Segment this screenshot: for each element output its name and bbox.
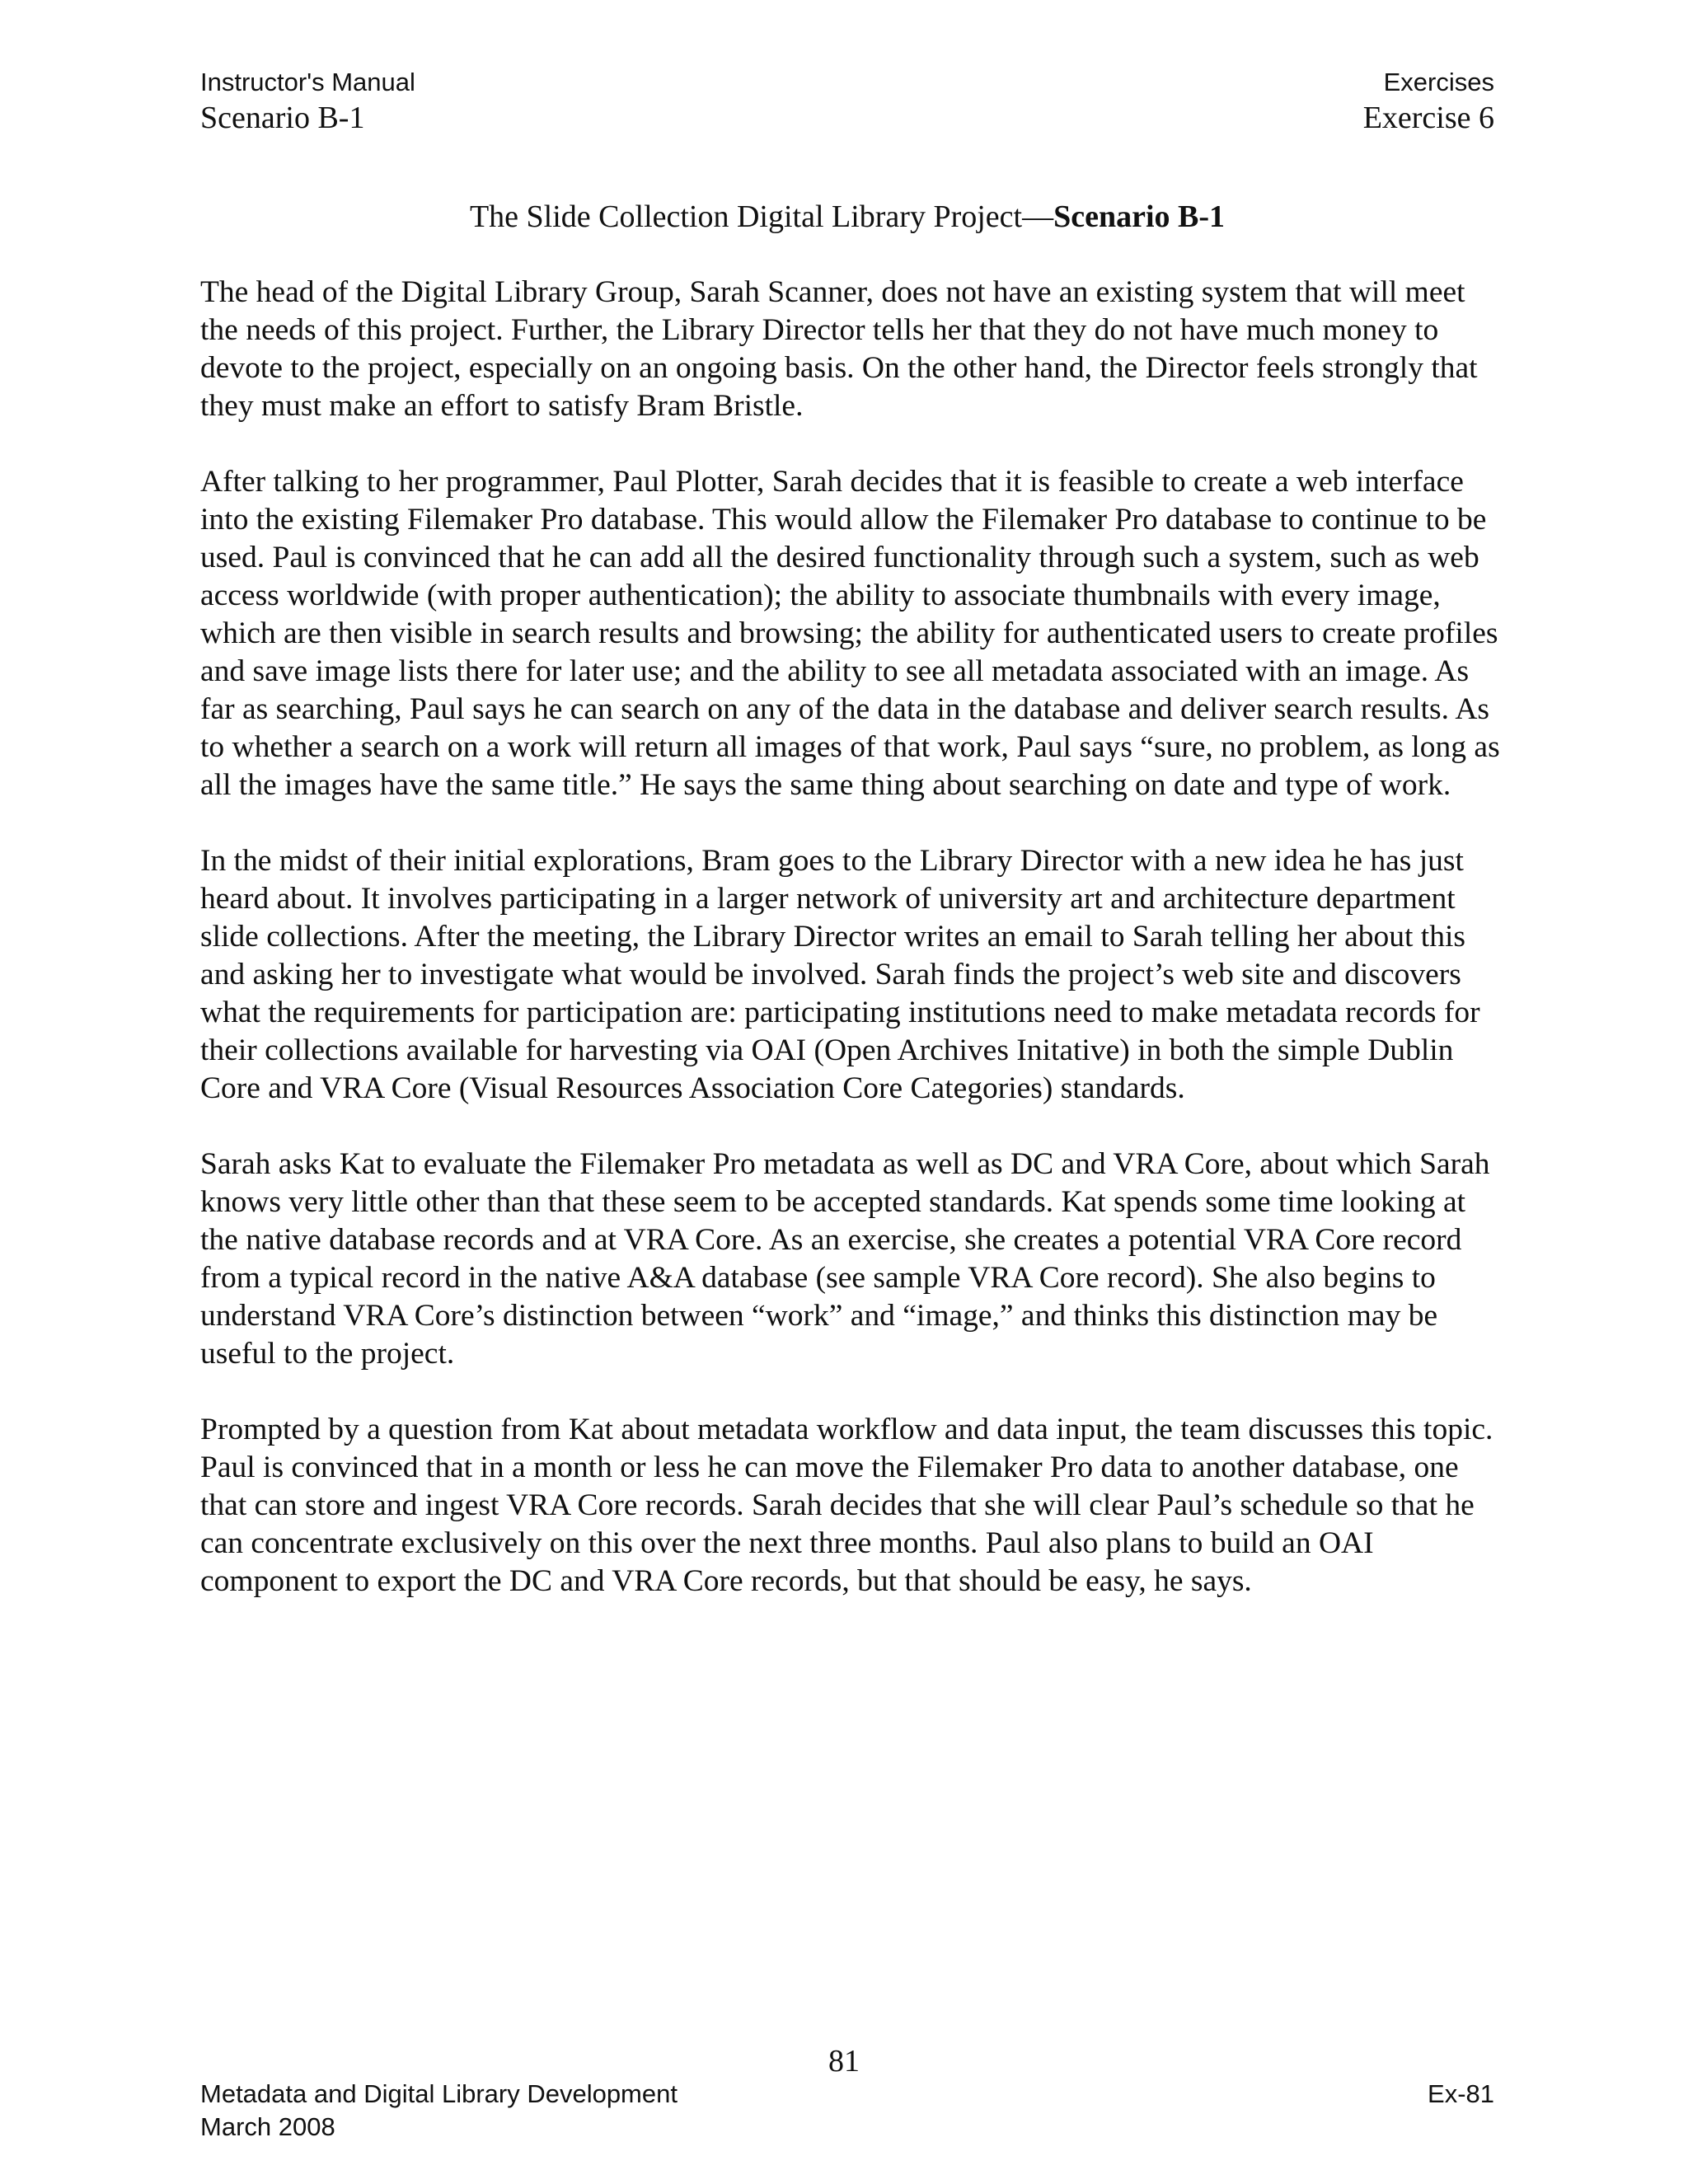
header-row-bottom: [200, 99, 1494, 137]
paragraph-3: In the midst of their initial explorations, Bram goes to the Library Director with a new idea he has just heard about. It involves participating in a larger network of university art and architecture department slide collections. After the meeting, the Library Director writes an email to Sarah telling her about this and asking her to investigate what would be involved. Sarah finds the project’s web site and discovers what the requirements for participation are: participating institutions need to make metadata records for their collections available for harvesting via OAI (Open Archives Initative) in both the simple Dublin Core and VRA Core (Visual Resources Association Core Categories) standards.: [200, 844, 1480, 1105]
paragraph-5: Prompted by a question from Kat about metadata workflow and data input, the team discusses this topic. Paul is convinced that in a month or less he can move the Filemaker Pro data to another database, one that can store and ingest VRA Core records. Sarah decides that she will clear Paul’s schedule so that he can concentrate exclusively on this over the next three months. Paul also plans to build an OAI component to export the DC and VRA Core records, but that should be easy, he says.: [200, 1413, 1493, 1598]
header-section-label: Exercises: [1383, 68, 1494, 96]
page-number: 81: [828, 2044, 860, 2079]
header-row-top: [200, 66, 1494, 99]
header-scenario-label: Scenario B-1: [200, 101, 365, 135]
header-manual-label: Instructor's Manual: [200, 68, 415, 96]
paragraph-1: The head of the Digital Library Group, Sarah Scanner, does not have an existing system that will meet the needs of this project. Further, the Library Director tells her that they do not have much money to devote to the project, especially on an ongoing basis. On the other hand, the Director feels strongly that they must make an effort to satisfy Bram Bristle.: [200, 275, 1478, 423]
footer-course-title: Metadata and Digital Library Development: [200, 2079, 678, 2108]
title-text: The Slide Collection Digital Library Project—: [469, 199, 1054, 234]
paragraph-2: After talking to her programmer, Paul Plotter, Sarah decides that it is feasible to create a web interface into the existing Filemaker Pro database. This would allow the Filemaker Pro database to continue to be used. Paul is convinced that he can add all the desired functionality through such a system, such as web access worldwide (with proper authentication); the ability to associate thumbnails with every image, which are then visible in search results and browsing; the ability for authenticated users to create profiles and save image lists there for later use; and the ability to see all metadata associated with an image. As far as searching, Paul says he can search on any of the data in the database and deliver search results. As to whether a search on a work will return all images of that work, Paul says “sure, no problem, as long as all the images have the same title.” He says the same thing about searching on date and type of work.: [200, 465, 1500, 802]
title-scenario-bold: Scenario B-1: [1053, 199, 1226, 234]
document-body: [200, 274, 1503, 1638]
document-title: [200, 198, 1494, 236]
footer-row-top: [200, 2078, 1494, 2111]
header-exercise-label: Exercise 6: [1362, 101, 1494, 135]
page-header: [200, 66, 1494, 137]
page-footer: [200, 2078, 1494, 2144]
footer-date: March 2008: [200, 2112, 335, 2141]
footer-row-bottom: [200, 2111, 1494, 2144]
footer-page-code: Ex-81: [1428, 2079, 1494, 2108]
paragraph-4: Sarah asks Kat to evaluate the Filemaker Pro metadata as well as DC and VRA Core, about which Sarah knows very little other than that these seem to be accepted standards. Kat spends some time looking at the native database records and at VRA Core. As an exercise, she creates a potential VRA Core record from a typical record in the native A&A database (see sample VRA Core record). She also begins to understand VRA Core’s distinction between “work” and “image,” and thinks this distinction may be useful to the project.: [200, 1147, 1490, 1371]
